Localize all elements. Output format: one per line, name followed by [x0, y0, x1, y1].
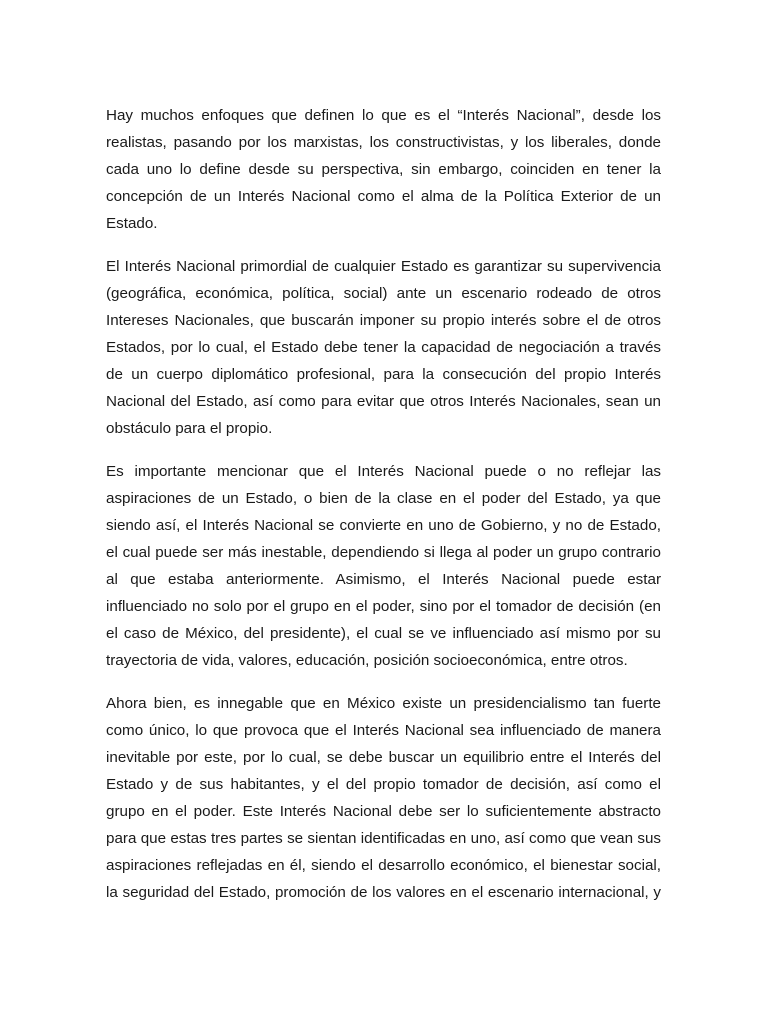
paragraph-2: El Interés Nacional primordial de cualquier Estado es garantizar su supervivencia (geográfica, económica, política, social) ante un escenario rodeado de otros Intereses Nacionales, que buscarán imponer su propio interés sobre el de otros Estados, por lo cual, el Estado debe tener la capacidad de negociación a través de un cuerpo diplomático profesional, para la consecución del propio Interés Nacional del Estado, así como para evitar que otros Interés Nacionales, sean un obstáculo para el propio. [106, 258, 661, 437]
paragraph-3: Es importante mencionar que el Interés Nacional puede o no reflejar las aspiraciones de un Estado, o bien de la clase en el poder del Estado, ya que siendo así, el Interés Nacional se convierte en uno de Gobierno, y no de Estado, el cual puede ser más inestable, dependiendo si llega al poder un grupo contrario al que estaba anteriormente. Asimismo, el Interés Nacional puede estar influenciado no solo por el grupo en el poder, sino por el tomador de decisión (en el caso de México, del presidente), el cual se ve influenciado así mismo por su trayectoria de vida, valores, educación, posición socioeconómica, entre otros. [106, 463, 661, 669]
paragraph-1: Hay muchos enfoques que definen lo que es el “Interés Nacional”, desde los realistas, pasando por los marxistas, los constructivistas, y los liberales, donde cada uno lo define desde su perspectiva, sin embargo, coinciden en tener la concepción de un Interés Nacional como el alma de la Política Exterior de un Estado. [106, 107, 661, 232]
document-body [106, 102, 661, 906]
paragraph-4: Ahora bien, es innegable que en México existe un presidencialismo tan fuerte como único, lo que provoca que el Interés Nacional sea influenciado de manera inevitable por este, por lo cual, se debe buscar un equilibrio entre el Interés del Estado y de sus habitantes, y el del propio tomador de decisión, así como el grupo en el poder. Este Interés Nacional debe ser lo suficientemente abstracto para que estas tres partes se sientan identificadas en uno, así como que vean sus aspiraciones reflejadas en él, siendo el desarrollo económico, el bienestar social, la seguridad del Estado, promoción de los valores en el escenario internacional, y [106, 695, 661, 901]
